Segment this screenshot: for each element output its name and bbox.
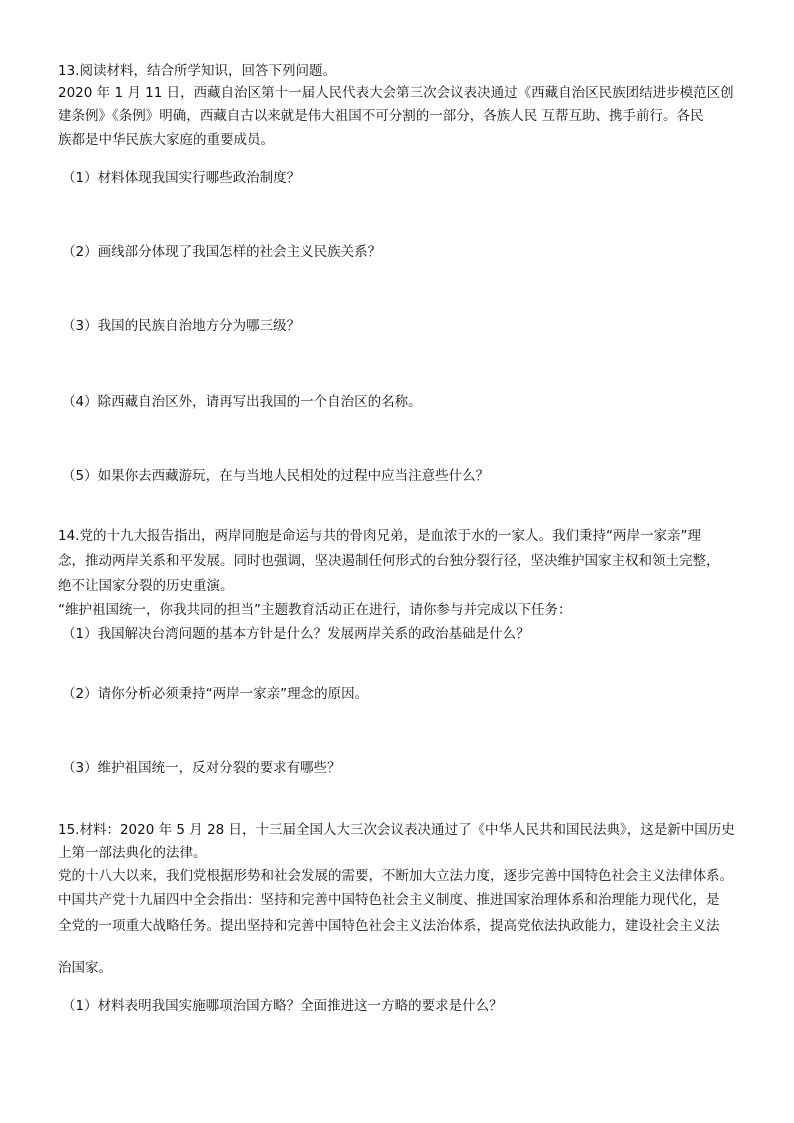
q14-subquestion-3: （3）维护祖国统一，反对分裂的要求有哪些？ <box>62 760 341 776</box>
q15-material-line: 上第一部法典化的法律。 <box>58 845 207 861</box>
q14-subquestion-1: （1）我国解决台湾问题的基本方针是什么？发展两岸关系的政治基础是什么？ <box>62 626 530 642</box>
q15-subquestion-1: （1）材料表明我国实施哪项治国方略？全面推进这一方略的要求是什么？ <box>62 998 503 1014</box>
q15-material-line: 治国家。 <box>58 960 112 976</box>
q14-material-line: 绝不让国家分裂的历史重演。 <box>58 578 234 594</box>
q14-material-line: 14.党的十九大报告指出，两岸同胞是命运与共的骨肉兄弟，是血浓于水的一家人。我们秉持“两岸一家亲”理 <box>58 528 701 544</box>
q15-material-line: 全党的一项重大战略任务。提出坚持和完善中国特色社会主义法治体系，提高党依法执政能力，建设社会主义法 <box>58 918 720 934</box>
q14-subquestion-2: （2）请你分析必须秉持“两岸一家亲”理念的原因。 <box>62 686 369 702</box>
q13-subquestion-4: （4）除西藏自治区外，请再写出我国的一个自治区的名称。 <box>62 394 422 410</box>
q14-task-intro: “维护祖国统一，你我共同的担当”主题教育活动正在进行，请你参与并完成以下任务： <box>58 602 572 618</box>
q13-subquestion-5: （5）如果你去西藏游玩，在与当地人民相处的过程中应当注意些什么？ <box>62 468 490 484</box>
q13-material-line: 族都是中华民族大家庭的重要成员。 <box>58 132 274 148</box>
q13-subquestion-2: （2）画线部分体现了我国怎样的社会主义民族关系？ <box>62 244 382 260</box>
q13-subquestion-3: （3）我国的民族自治地方分为哪三级？ <box>62 318 301 334</box>
q14-material-line: 念，推动两岸关系和平发展。同时也强调，坚决遏制任何形式的台独分裂行径，坚决维护国家主权和领土完整， <box>58 553 720 569</box>
q13-material-line: 2020 年 1 月 11 日，西藏自治区第十一届人民代表大会第三次会议表决通过《西藏自治区民族团结进步模范区创 <box>58 85 734 101</box>
q13-subquestion-1: （1）材料体现我国实行哪些政治制度？ <box>62 170 301 186</box>
q15-material-line: 中国共产党十九届四中全会指出：坚持和完善中国特色社会主义制度、推进国家治理体系和治理能力现代化，是 <box>58 892 720 908</box>
q15-material-line: 党的十八大以来，我们党根据形势和社会发展的需要，不断加大立法力度，逐步完善中国特色社会主义法律体系。 <box>58 868 733 884</box>
q13-material-line: 建条例》《条例》明确，西藏自古以来就是伟大祖国不可分割的一部分，各族人民 互帮互助、携手前行。各民 <box>58 108 704 124</box>
q13-header: 13.阅读材料，结合所学知识，回答下列问题。 <box>58 63 336 79</box>
q15-material-line: 15.材料：2020 年 5 月 28 日，十三届全国人大三次会议表决通过了《中华人民共和国民法典》，这是新中国历史 <box>58 822 735 838</box>
